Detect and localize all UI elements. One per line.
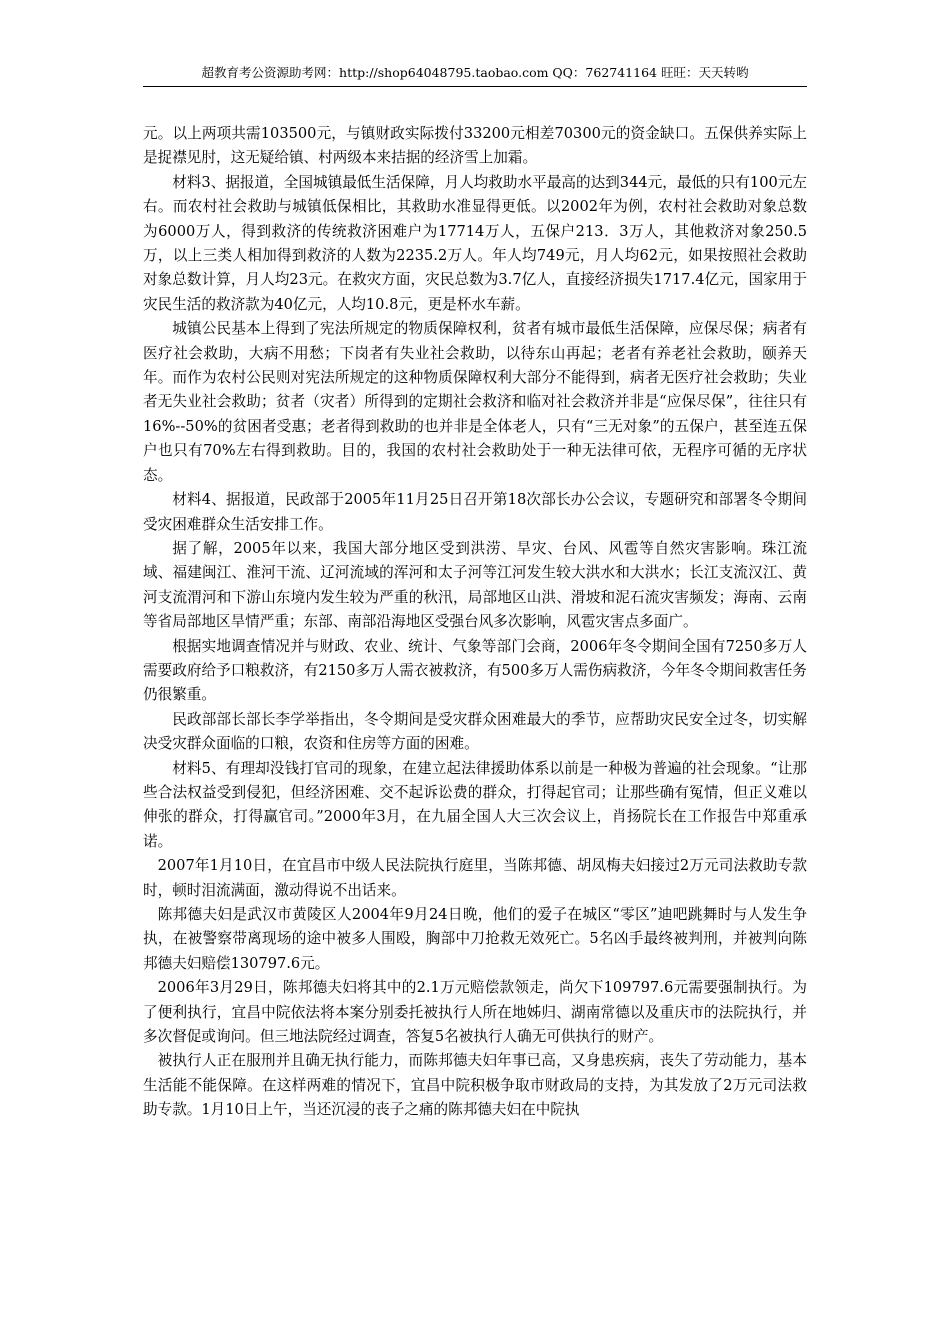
paragraph: 材料5、有理却没钱打官司的现象，在建立起法律援助体系以前是一种极为普遍的社会现象。“让那些合法权益受到侵犯，但经济困难、交不起诉讼费的群众，打得起官司；让那些确有冤情，但正义难以伸张的群众，打得赢官司。”2000年3月，在九届全国人大三次会议上，肖扬院长在工作报告中郑重承诺。: [143, 759, 807, 850]
paragraph: 2006年3月29日，陈邦德夫妇将其中的2.1万元赔偿款领走，尚欠下109797.6元需要强制执行。为了便利执行，宜昌中院依法将本案分别委托被执行人所在地姊归、湖南常德以及重庆市的法院执行，并多次督促或询问。但三地法院经过调查，答复5名被执行人确无可供执行的财产。: [143, 979, 807, 1046]
paragraph: 陈邦德夫妇是武汉市黄陵区人2004年9月24日晚，他们的爱子在城区“零区”迪吧跳舞时与人发生争执，在被警察带离现场的途中被多人围殴，胸部中刀抢救无效死亡。5名凶手最终被判刑，并被判向陈邦德夫妇赔偿130797.6元。: [143, 906, 807, 972]
paragraph: 材料4、据报道，民政部于2005年11月25日召开第18次部长办公会议，专题研究和部署冬令期间受灾困难群众生活安排工作。: [143, 491, 807, 533]
paragraph: 被执行人正在服刑并且确无执行能力，而陈邦德夫妇年事已高，又身患疾病，丧失了劳动能力，基本生活能不能保障。在这样两难的情况下，宜昌中院积极争取市财政局的支持，为其发放了2万元司法救助专款。1月10日上午，当还沉浸的丧子之痛的陈邦德夫妇在中院执: [143, 1052, 807, 1119]
document-body: [143, 122, 807, 1123]
paragraph: 民政部部长部长李学举指出，冬令期间是受灾群众困难最大的季节，应帮助灾民安全过冬，切实解决受灾群众面临的口粮，农资和住房等方面的困难。: [143, 710, 807, 753]
paragraph: 根据实地调查情况并与财政、农业、统计、气象等部门会商，2006年冬令期间全国有7250多万人需要政府给予口粮救济，有2150多万人需衣被救济，有500多万人需伤病救济，今年冬令期间救害任务仍很繁重。: [143, 637, 807, 704]
page-header: [143, 62, 807, 87]
paragraph: 城镇公民基本上得到了宪法所规定的物质保障权利，贫者有城市最低生活保障，应保尽保；病者有医疗社会救助，大病不用愁；下岗者有失业社会救助，以待东山再起；老者有养老社会救助，颐养天年。而作为农村公民则对宪法所规定的这种物质保障权利大部分不能得到，病者无医疗社会救助；失业者无失业社会救助；贫者（灾者）所得到的定期社会救济和临对社会救济并非是“应保尽保”，往往只有16%--50%的贫困者受惠；老者得到救助的也并非是全体老人，只有“三无对象”的五保户，甚至连五保户也只有70%左右得到救助。目的，我国的农村社会救助处于一种无法律可依，无程序可循的无序状态。: [143, 320, 807, 484]
paragraph: 据了解，2005年以来，我国大部分地区受到洪涝、旱灾、台风、风雹等自然灾害影响。珠江流域、福建闽江、淮河干流、辽河流域的浑河和太子河等江河发生较大洪水和大洪水；长江支流汉江、黄河支流渭河和下游山东境内发生较为严重的秋汛，局部地区山洪、滑坡和泥石流灾害频发；海南、云南等省局部地区旱情严重；东部、南部沿海地区受强台风多次影响，风雹灾害点多面广。: [143, 539, 807, 631]
paragraph: 元。以上两项共需103500元，与镇财政实际拨付33200元相差70300元的资金缺口。五保供养实际上是捉襟见肘，这无疑给镇、村两级本来拮据的经济雪上加霜。: [143, 125, 807, 167]
paragraph: 材料3、据报道，全国城镇最低生活保障，月人均救助水平最高的达到344元，最低的只有100元左右。而农村社会救助与城镇低保相比，其救助水准显得更低。以2002年为例，农村社会救助对象总数为6000万人，得到救济的传统救济困难户为17714万人，五保户213．3万人，其他救济对象250.5万，以上三类人相加得到救济的人数为2235.2万人。年人均749元，月人均62元，如果按照社会救助对象总数计算，月人均23元。在救灾方面，灾民总数为3.7亿人，直接经济损失1717.4亿元，国家用于灾民生活的救济款为40亿元，人均10.8元，更是杯水车薪。: [143, 173, 807, 313]
header-text: 超教育考公资源助考网：http://shop64048795.taobao.com QQ：762741164 旺旺：天天转哟: [201, 65, 749, 80]
paragraph: 2007年1月10日，在宜昌市中级人民法院执行庭里，当陈邦德、胡凤梅夫妇接过2万元司法救助专款时，顿时泪流满面，激动得说不出话来。: [143, 857, 807, 899]
